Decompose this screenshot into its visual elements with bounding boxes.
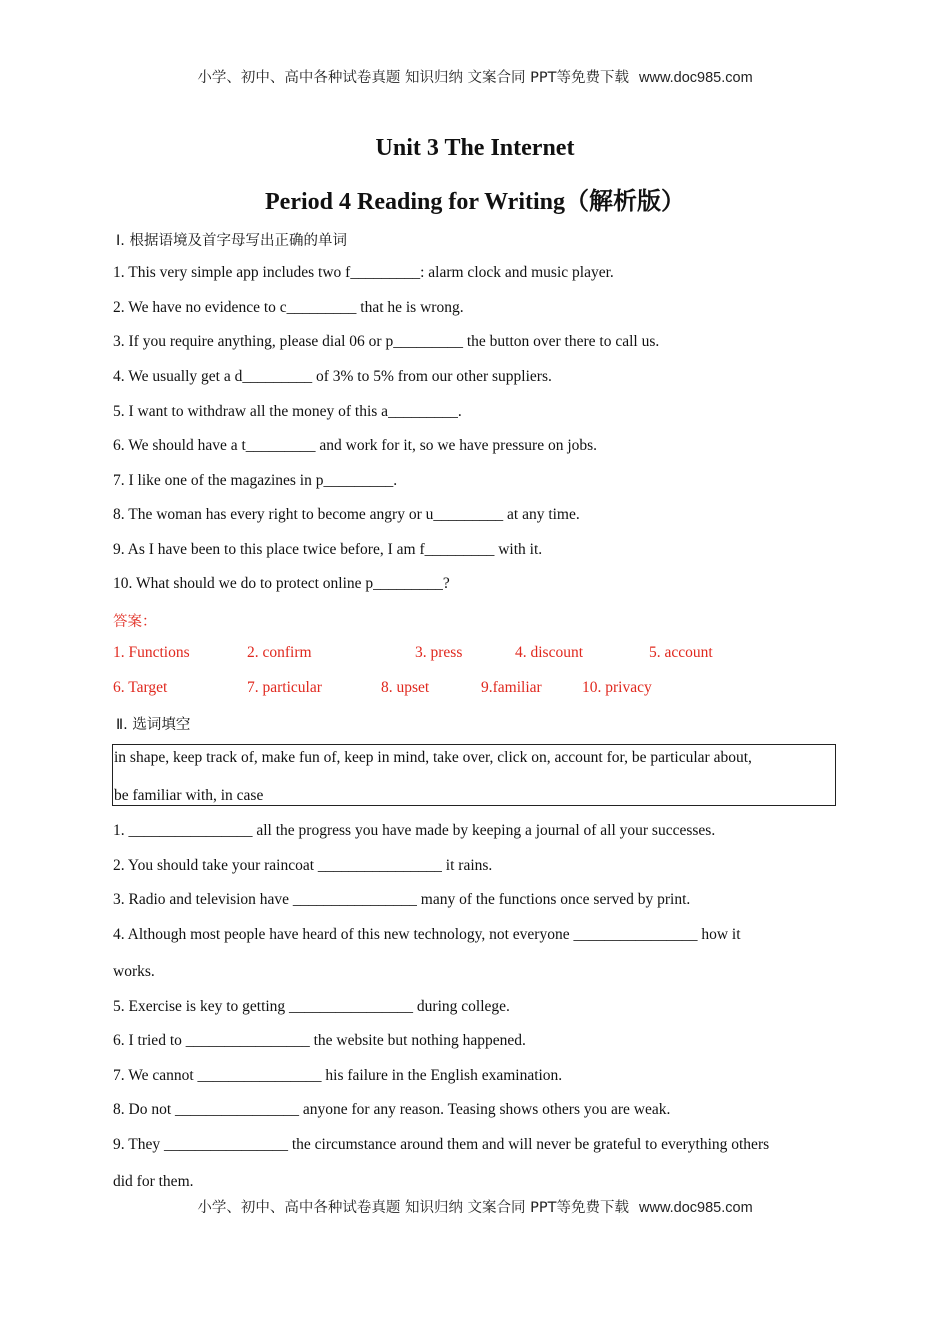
section2-item-6: 6. I tried to ________________ the website but nothing happened. bbox=[113, 1032, 526, 1049]
section1-item-1: 1. This very simple app includes two f_________: alarm clock and music player. bbox=[113, 264, 614, 281]
answer-2: 2. confirm bbox=[247, 644, 312, 661]
section2-item-9: 9. They ________________ the circumstance around them and will never be grateful to everything others bbox=[113, 1136, 770, 1153]
section1-item-10: 10. What should we do to protect online p_________? bbox=[113, 575, 450, 592]
word-bank-box bbox=[112, 744, 836, 806]
answer-4: 4. discount bbox=[515, 644, 584, 661]
header-url[interactable]: www.doc985.com bbox=[639, 70, 753, 86]
section1-item-3: 3. If you require anything, please dial 06 or p_________ the button over there to call us. bbox=[113, 333, 660, 350]
section2-item-2: 2. You should take your raincoat ________________ it rains. bbox=[113, 857, 493, 874]
answer-5: 5. account bbox=[649, 644, 713, 661]
section1-heading: Ⅰ. 根据语境及首字母写出正确的单词 bbox=[116, 233, 347, 249]
section2-item-7: 7. We cannot ________________ his failure in the English examination. bbox=[113, 1067, 563, 1084]
answer-9: 9.familiar bbox=[481, 679, 542, 696]
section2-item-9-cont: did for them. bbox=[113, 1173, 194, 1190]
answer-label: 答案： bbox=[113, 614, 157, 630]
section2-item-8: 8. Do not ________________ anyone for any reason. Teasing shows others you are weak. bbox=[113, 1101, 671, 1118]
section1-item-4: 4. We usually get a d_________ of 3% to 5% from our other suppliers. bbox=[113, 368, 552, 385]
section1-item-7: 7. I like one of the magazines in p_________. bbox=[113, 472, 398, 489]
word-bank-line-2: be familiar with, in case bbox=[114, 787, 264, 804]
answer-8: 8. upset bbox=[381, 679, 430, 696]
answer-3: 3. press bbox=[415, 644, 463, 661]
section2-item-5: 5. Exercise is key to getting ________________ during college. bbox=[113, 998, 510, 1015]
section1-item-8: 8. The woman has every right to become angry or u_________ at any time. bbox=[113, 506, 580, 523]
answer-10: 10. privacy bbox=[582, 679, 652, 696]
footer-url[interactable]: www.doc985.com bbox=[639, 1200, 753, 1216]
header-text: 小学、初中、高中各种试卷真题 知识归纳 文案合同 PPT等免费下载 bbox=[197, 70, 630, 86]
section1-item-2: 2. We have no evidence to c_________ that he is wrong. bbox=[113, 299, 464, 316]
section2-item-3: 3. Radio and television have ________________ many of the functions once served by print. bbox=[113, 891, 691, 908]
page-title: Unit 3 The Internet bbox=[375, 135, 575, 161]
answer-6: 6. Target bbox=[113, 679, 168, 696]
answer-1: 1. Functions bbox=[113, 644, 190, 661]
page-header bbox=[0, 66, 950, 87]
word-bank-line-1: in shape, keep track of, make fun of, keep in mind, take over, click on, account for, be particular about, bbox=[114, 749, 752, 766]
section2-heading: Ⅱ. 选词填空 bbox=[116, 717, 191, 733]
section2-item-1: 1. ________________ all the progress you have made by keeping a journal of all your successes. bbox=[113, 822, 716, 839]
footer-text: 小学、初中、高中各种试卷真题 知识归纳 文案合同 PPT等免费下载 bbox=[197, 1200, 630, 1216]
section2-item-4-cont: works. bbox=[113, 963, 155, 980]
section1-item-5: 5. I want to withdraw all the money of this a_________. bbox=[113, 403, 462, 420]
section1-item-9: 9. As I have been to this place twice before, I am f_________ with it. bbox=[113, 541, 543, 558]
section2-item-4: 4. Although most people have heard of this new technology, not everyone ________________ how it bbox=[113, 926, 741, 943]
section1-item-6: 6. We should have a t_________ and work for it, so we have pressure on jobs. bbox=[113, 437, 598, 454]
page-footer bbox=[0, 1196, 950, 1217]
answer-7: 7. particular bbox=[247, 679, 322, 696]
page-subtitle: Period 4 Reading for Writing（解析版） bbox=[265, 189, 685, 215]
